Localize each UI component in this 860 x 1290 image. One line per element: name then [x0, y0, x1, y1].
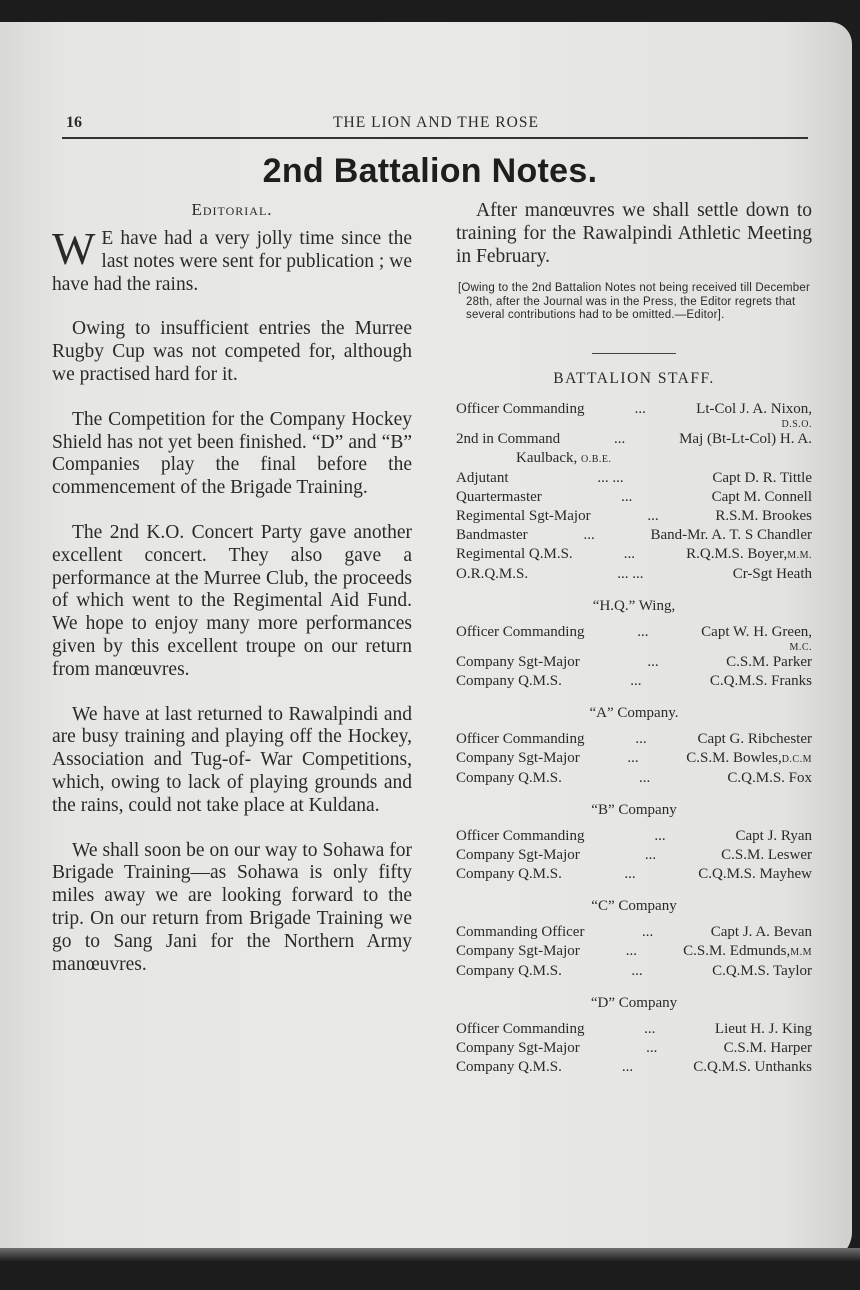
name-continuation: Kaulback, O.B.E.	[516, 449, 612, 466]
staff-row	[456, 1020, 812, 1039]
editor-note: [Owing to the 2nd Battalion Notes not being received till December 28th, after the Journal was in the Press, the Editor regrets that several contributions had to be omitted.—Editor].	[458, 282, 811, 322]
leader-dots: ...	[647, 507, 659, 524]
leader-dots: ...	[627, 749, 639, 766]
staff-role: Company Sgt-Major	[456, 653, 580, 670]
leader-dots: ...	[635, 730, 647, 747]
staff-row	[456, 827, 812, 846]
staff-name: C.S.M. Harper	[723, 1039, 812, 1056]
leader-dots: ...	[624, 865, 636, 882]
header-rule	[62, 137, 808, 139]
staff-role: Officer Commanding	[456, 730, 585, 747]
staff-role: Bandmaster	[456, 526, 528, 543]
company-heading: “B” Company	[591, 801, 677, 818]
staff-row	[456, 653, 812, 672]
section-divider	[592, 353, 676, 354]
journal-title: THE LION AND THE ROSE	[333, 114, 539, 131]
staff-role: Company Sgt-Major	[456, 749, 580, 766]
staff-role: Officer Commanding	[456, 827, 585, 844]
staff-name: C.Q.M.S. Unthanks	[693, 1058, 812, 1075]
leader-dots: ... ...	[597, 469, 624, 486]
leader-dots: ...	[614, 430, 626, 447]
staff-role: Quartermaster	[456, 488, 542, 505]
staff-role: Regimental Q.M.S.	[456, 545, 573, 562]
staff-name: R.Q.M.S. Boyer,M.M.	[686, 545, 812, 562]
leader-dots: ...	[654, 827, 666, 844]
staff-role: Officer Commanding	[456, 623, 585, 640]
drop-cap: W	[52, 223, 96, 274]
staff-row	[456, 507, 812, 526]
company-heading: “H.Q.” Wing,	[592, 597, 676, 614]
company-group	[456, 598, 812, 691]
battalion-staff-heading: BATTALION STAFF.	[553, 369, 715, 387]
company-group	[456, 802, 812, 884]
staff-row	[456, 769, 812, 788]
staff-role: Adjutant	[456, 469, 509, 486]
staff-name: Capt G. Ribchester	[697, 730, 812, 747]
staff-row	[456, 749, 812, 769]
staff-row	[456, 545, 812, 565]
staff-row	[456, 672, 812, 691]
article-title: 2nd Battalion Notes.	[262, 152, 598, 190]
leader-dots: ...	[644, 1020, 656, 1037]
leader-dots: ...	[631, 962, 643, 979]
staff-row	[456, 1039, 812, 1058]
staff-name: R.S.M. Brookes	[715, 507, 812, 524]
staff-name: Capt J. Ryan	[735, 827, 812, 844]
editorial-paragraph: We shall soon be on our way to Sohawa for Brigade Training—as Sohawa is only fifty miles away we are looking forward to the trip. On our return from Brigade Training we go to Sang Jani for the Northern Army manœuvres.	[52, 839, 412, 975]
staff-row	[456, 565, 812, 584]
staff-name: C.Q.M.S. Franks	[709, 672, 812, 689]
staff-name: C.Q.M.S. Taylor	[712, 962, 812, 979]
staff-name: Capt W. H. Green,	[701, 623, 812, 640]
staff-row	[456, 730, 812, 749]
staff-role: Company Q.M.S.	[456, 769, 562, 786]
staff-name: C.S.M. Bowles,D.C.M	[686, 749, 812, 766]
left-column	[52, 200, 412, 998]
editorial-paragraph: Owing to insufficient entries the Murree Rugby Cup was not competed for, although we practised hard for it.	[52, 318, 412, 385]
staff-role: Company Sgt-Major	[456, 942, 580, 959]
leader-dots: ...	[644, 846, 657, 863]
staff-name: Capt J. A. Bevan	[710, 923, 812, 940]
staff-name: C.Q.M.S. Fox	[727, 769, 812, 786]
battalion-staff-list	[456, 400, 812, 584]
staff-role: Company Sgt-Major	[456, 846, 580, 863]
staff-row	[456, 526, 812, 545]
leader-dots: ...	[583, 526, 595, 543]
company-group	[456, 705, 812, 788]
athletics-paragraph: After manœuvres we shall settle down to training for the Rawalpindi Athletic Meeting in February.	[456, 200, 812, 267]
honour-suffix: M.M	[790, 946, 812, 958]
staff-role: Company Q.M.S.	[456, 962, 562, 979]
staff-row	[456, 488, 812, 507]
honour-suffix: O.B.E.	[580, 453, 612, 465]
staff-role: O.R.Q.M.S.	[456, 565, 529, 582]
staff-row	[456, 923, 812, 942]
leader-dots: ...	[637, 623, 649, 640]
staff-name: Cr-Sgt Heath	[732, 565, 812, 582]
honour-suffix: M.M.	[787, 549, 812, 561]
staff-row	[456, 469, 812, 488]
staff-row	[456, 1058, 812, 1077]
staff-name: C.S.M. Parker	[726, 653, 812, 670]
leader-dots: ...	[621, 488, 633, 505]
editorial-heading: Editorial.	[191, 200, 273, 219]
leader-dots: ...	[638, 769, 651, 786]
honour-suffix: D.S.O.	[781, 418, 812, 430]
right-column	[456, 200, 812, 1077]
page-number: 16	[66, 114, 82, 131]
paragraph-text: E have had a very jolly time since the last notes were sent for publication ; we have had the rains.	[52, 228, 412, 295]
running-head	[66, 112, 806, 136]
company-heading: “C” Company	[591, 897, 677, 914]
company-heading: “D” Company	[590, 994, 678, 1011]
staff-role: Officer Commanding	[456, 1020, 585, 1037]
staff-row	[456, 962, 812, 981]
staff-row	[456, 400, 812, 419]
honour-suffix: D.C.M	[781, 753, 812, 765]
staff-row	[456, 846, 812, 865]
company-group	[456, 898, 812, 981]
company-group	[456, 995, 812, 1077]
leader-dots: ...	[647, 653, 659, 670]
staff-name: Band-Mr. A. T. S Chandler	[650, 526, 812, 543]
leader-dots: ...	[623, 545, 636, 562]
leader-dots: ...	[646, 1039, 658, 1056]
staff-name: Capt M. Connell	[711, 488, 812, 505]
leader-dots: ... ...	[617, 565, 644, 582]
staff-role: 2nd in Command	[456, 430, 561, 447]
editorial-paragraph: We have at last returned to Rawalpindi and are busy training and playing off the Hockey, Association and Tug-of- War Competitions, which, owing to lack of playing grounds and the rains, could not take place at Kuldana.	[52, 703, 412, 816]
staff-name: C.S.M. Leswer	[721, 846, 812, 863]
staff-role: Company Sgt-Major	[456, 1039, 580, 1056]
editorial-paragraph: The Competition for the Company Hockey Shield has not yet been finished. “D” and “B” Companies play the final before the commencement of the Brigade Training.	[52, 408, 412, 499]
staff-role: Company Q.M.S.	[456, 1058, 562, 1075]
staff-name: C.S.M. Edmunds,M.M	[683, 942, 812, 959]
leader-dots: ...	[634, 400, 646, 417]
staff-row	[456, 942, 812, 962]
leader-dots: ...	[625, 942, 638, 959]
leader-dots: ...	[621, 1058, 634, 1075]
staff-role: Company Q.M.S.	[456, 865, 562, 882]
staff-role: Regimental Sgt-Major	[456, 507, 591, 524]
staff-name: Capt D. R. Tittle	[712, 469, 812, 486]
page-edge-shadow	[0, 1248, 860, 1262]
company-heading: “A” Company.	[589, 704, 679, 721]
editorial-paragraph	[52, 223, 412, 296]
company-groups	[456, 598, 812, 1077]
staff-role: Company Q.M.S.	[456, 672, 562, 689]
staff-name: Lieut H. J. King	[714, 1020, 812, 1037]
staff-row	[456, 430, 812, 449]
staff-name: Maj (Bt-Lt-Col) H. A.	[679, 430, 812, 447]
staff-name: Lt-Col J. A. Nixon,	[696, 400, 812, 417]
honour-suffix: M.C.	[789, 641, 812, 653]
editorial-paragraph: The 2nd K.O. Concert Party gave another excellent concert. They also gave a performance at the Murree Club, the proceeds of which went to the Regimental Aid Fund. We hope to enjoy many more performances given by this excellent troupe on our return from manœuvres.	[52, 521, 412, 680]
leader-dots: ...	[641, 923, 654, 940]
staff-role: Commanding Officer	[456, 923, 585, 940]
staff-name: C.Q.M.S. Mayhew	[698, 865, 812, 882]
staff-row	[456, 865, 812, 884]
staff-row	[456, 623, 812, 642]
staff-role: Officer Commanding	[456, 400, 585, 417]
leader-dots: ...	[630, 672, 642, 689]
